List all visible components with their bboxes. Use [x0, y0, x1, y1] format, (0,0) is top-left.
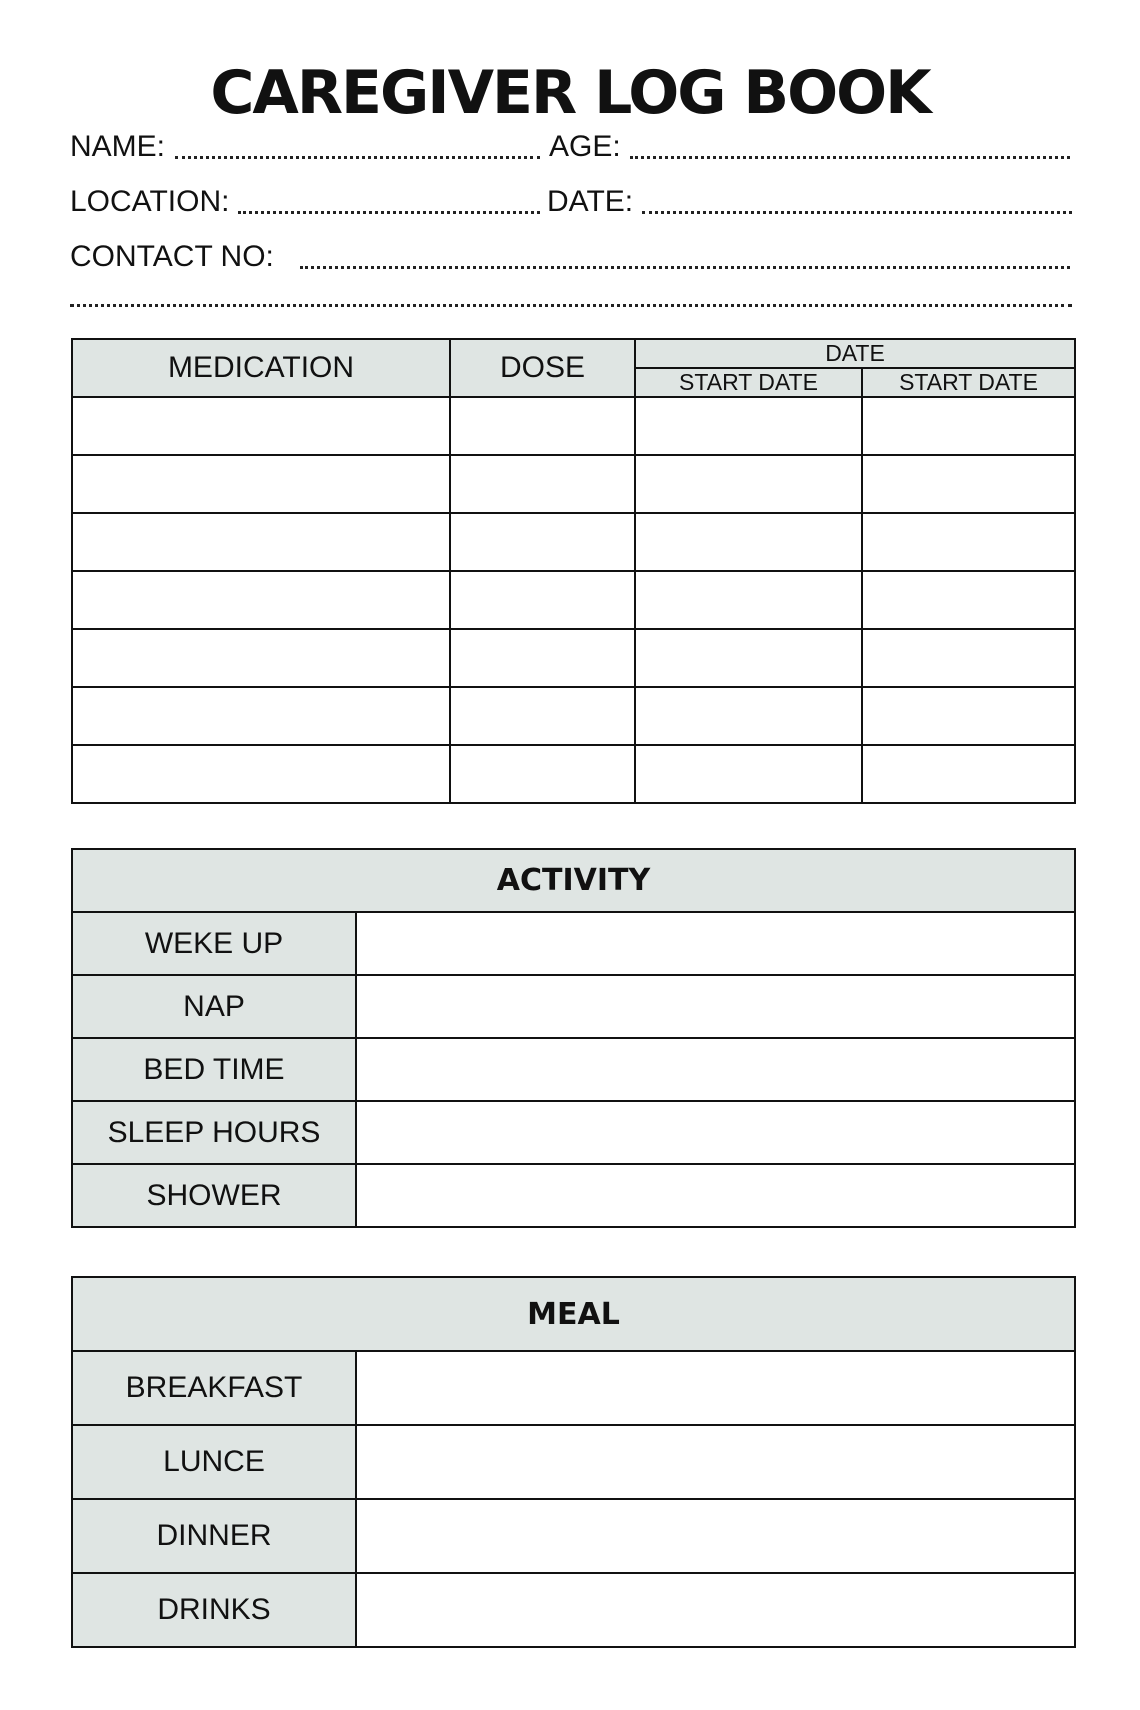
table-row: [72, 455, 1075, 513]
medication-cell[interactable]: [72, 745, 450, 803]
start-date-cell[interactable]: [635, 629, 862, 687]
start-date-cell-2[interactable]: [862, 397, 1075, 455]
table-row: [72, 1101, 1075, 1164]
table-row: [72, 1573, 1075, 1647]
table-row: [72, 1038, 1075, 1101]
table-row: [72, 745, 1075, 803]
table-row: [72, 1425, 1075, 1499]
age-field[interactable]: [630, 156, 1070, 159]
activity-entry-cell[interactable]: [356, 975, 1075, 1038]
table-row: [72, 513, 1075, 571]
start-date-cell[interactable]: [635, 455, 862, 513]
date-header: DATE: [635, 339, 1075, 368]
medication-cell[interactable]: [72, 455, 450, 513]
table-row: [72, 571, 1075, 629]
start-date-cell[interactable]: [635, 687, 862, 745]
meal-entry-cell[interactable]: [356, 1351, 1075, 1425]
meal-row-label: DRINKS: [72, 1573, 356, 1647]
activity-header: ACTIVITY: [72, 849, 1075, 912]
page-title: CAREGIVER LOG BOOK: [210, 58, 930, 128]
dose-cell[interactable]: [450, 397, 635, 455]
start-date-cell[interactable]: [635, 571, 862, 629]
age-label: AGE:: [549, 130, 621, 163]
meal-header: MEAL: [72, 1277, 1075, 1351]
dose-cell[interactable]: [450, 687, 635, 745]
start-date-cell-2[interactable]: [862, 629, 1075, 687]
medication-cell[interactable]: [72, 629, 450, 687]
dose-cell[interactable]: [450, 745, 635, 803]
dose-cell[interactable]: [450, 513, 635, 571]
table-row: [72, 1164, 1075, 1227]
dose-cell[interactable]: [450, 455, 635, 513]
table-row: [72, 629, 1075, 687]
activity-entry-cell[interactable]: [356, 1164, 1075, 1227]
activity-table: [71, 848, 1076, 1228]
table-row: [72, 975, 1075, 1038]
name-label: NAME:: [70, 130, 166, 163]
location-label: LOCATION:: [70, 185, 230, 218]
meal-entry-cell[interactable]: [356, 1499, 1075, 1573]
activity-entry-cell[interactable]: [356, 1101, 1075, 1164]
start-date-cell-2[interactable]: [862, 687, 1075, 745]
start-date-cell[interactable]: [635, 397, 862, 455]
table-row: [72, 1499, 1075, 1573]
medication-cell[interactable]: [72, 513, 450, 571]
start-date-cell-2[interactable]: [862, 745, 1075, 803]
meal-row-label: LUNCE: [72, 1425, 356, 1499]
contact-field[interactable]: [300, 266, 1070, 269]
extra-line-field[interactable]: [70, 304, 1072, 307]
table-row: [72, 687, 1075, 745]
start-date-cell-2[interactable]: [862, 513, 1075, 571]
medication-cell[interactable]: [72, 687, 450, 745]
dose-header: DOSE: [450, 339, 635, 397]
medication-header: MEDICATION: [72, 339, 450, 397]
start-date-cell[interactable]: [635, 513, 862, 571]
meal-entry-cell[interactable]: [356, 1425, 1075, 1499]
activity-row-label: SHOWER: [72, 1164, 356, 1227]
medication-cell[interactable]: [72, 397, 450, 455]
start-date-cell-2[interactable]: [862, 571, 1075, 629]
activity-entry-cell[interactable]: [356, 912, 1075, 975]
start-date-header: START DATE: [635, 368, 862, 397]
medication-table: [71, 338, 1076, 804]
start-date-cell[interactable]: [635, 745, 862, 803]
meal-entry-cell[interactable]: [356, 1573, 1075, 1647]
name-field[interactable]: [175, 156, 540, 159]
activity-row-label: NAP: [72, 975, 356, 1038]
dose-cell[interactable]: [450, 629, 635, 687]
date-field[interactable]: [642, 211, 1072, 214]
start-date-cell-2[interactable]: [862, 455, 1075, 513]
medication-cell[interactable]: [72, 571, 450, 629]
date-label: DATE:: [547, 185, 634, 218]
meal-table: [71, 1276, 1076, 1648]
table-row: [72, 912, 1075, 975]
activity-entry-cell[interactable]: [356, 1038, 1075, 1101]
activity-row-label: SLEEP HOURS: [72, 1101, 356, 1164]
activity-row-label: WEKE UP: [72, 912, 356, 975]
meal-row-label: DINNER: [72, 1499, 356, 1573]
contact-label: CONTACT NO:: [70, 240, 274, 273]
meal-row-label: BREAKFAST: [72, 1351, 356, 1425]
activity-row-label: BED TIME: [72, 1038, 356, 1101]
location-field[interactable]: [238, 211, 540, 214]
start-date-header-2: START DATE: [862, 368, 1075, 397]
dose-cell[interactable]: [450, 571, 635, 629]
table-row: [72, 397, 1075, 455]
table-row: [72, 1351, 1075, 1425]
